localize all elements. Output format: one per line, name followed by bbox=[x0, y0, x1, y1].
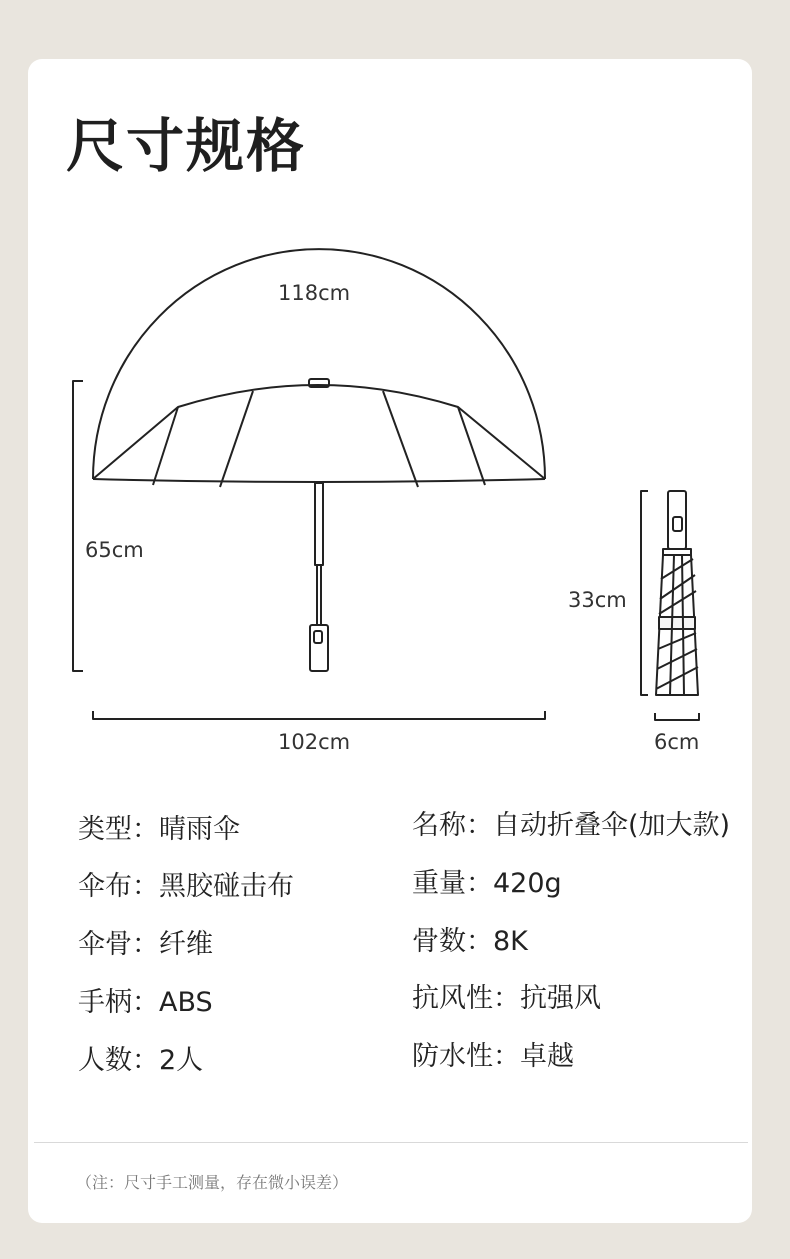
spec-type: 类型：晴雨伞 bbox=[78, 814, 240, 845]
page-title: 尺寸规格 bbox=[66, 112, 307, 180]
folded-height-bracket bbox=[641, 491, 648, 695]
spec-name: 名称：自动折叠伞(加大款) bbox=[412, 810, 731, 841]
canopy-arc-label: 118cm bbox=[278, 281, 351, 305]
measurement-note: （注：尺寸手工测量，存在微小误差） bbox=[76, 1173, 349, 1192]
spec-frame: 伞骨：纤维 bbox=[78, 929, 213, 960]
folded-width-bracket bbox=[655, 713, 699, 720]
open-height-label: 65cm bbox=[85, 538, 144, 562]
umbrella-diagram bbox=[28, 59, 752, 779]
spec-weight: 重量：420g bbox=[412, 868, 562, 899]
folded-width-label: 6cm bbox=[654, 730, 700, 754]
height-bracket bbox=[73, 381, 83, 671]
spec-handle: 手柄：ABS bbox=[78, 987, 213, 1018]
folded-height-label: 33cm bbox=[568, 588, 627, 612]
spec-fabric: 伞布：黑胶碰击布 bbox=[78, 871, 294, 902]
open-width-label: 102cm bbox=[278, 730, 351, 754]
spec-waterproof: 防水性：卓越 bbox=[412, 1041, 574, 1072]
canopy-bottom bbox=[93, 479, 545, 482]
width-bracket bbox=[93, 711, 545, 719]
folded-handle bbox=[668, 491, 686, 549]
spec-capacity: 人数：2人 bbox=[78, 1045, 204, 1076]
spec-wind-resistance: 抗风性：抗强风 bbox=[412, 983, 601, 1014]
shaft bbox=[315, 483, 323, 565]
divider bbox=[34, 1142, 748, 1143]
spec-ribs: 骨数：8K bbox=[412, 926, 528, 957]
spec-card bbox=[28, 59, 752, 1223]
